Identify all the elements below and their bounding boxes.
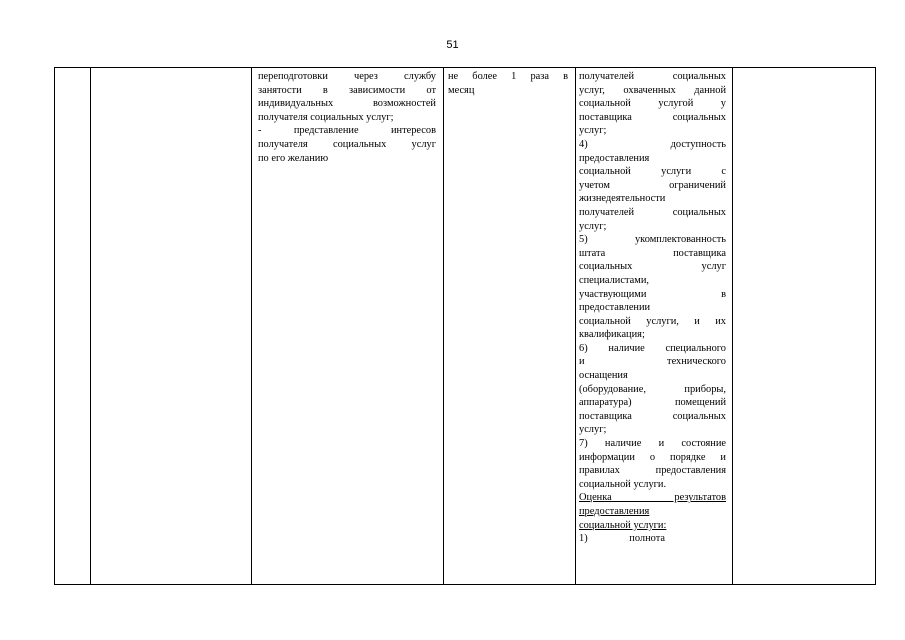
text-line: участвующими в bbox=[579, 288, 726, 300]
quality-indicators-cell bbox=[579, 70, 726, 546]
text-line: 5) укомплектованность bbox=[579, 234, 726, 246]
column-divider bbox=[90, 68, 91, 584]
text-line: получателя социальных услуг bbox=[258, 138, 436, 150]
services-table bbox=[54, 67, 876, 585]
page-number: 51 bbox=[446, 39, 459, 51]
text-line: социальной услугой у bbox=[579, 98, 726, 110]
text-line: не более 1 раза в bbox=[448, 71, 568, 82]
section-heading-line: Оценка результатов bbox=[579, 492, 726, 504]
text-line: социальной услуги. bbox=[579, 478, 667, 490]
text-line: услуг, охваченных данной bbox=[579, 84, 726, 96]
text-line: штата поставщика bbox=[579, 247, 726, 259]
text-line: переподготовки через службу bbox=[258, 71, 436, 82]
text-line: информации о порядке и bbox=[579, 451, 726, 463]
column-divider bbox=[732, 68, 733, 584]
service-description-cell bbox=[258, 70, 436, 165]
text-line: предоставлении bbox=[579, 302, 651, 314]
text-line: получателей социальных bbox=[579, 71, 726, 82]
text-line: услуг; bbox=[579, 125, 607, 137]
text-line: - представление интересов bbox=[258, 125, 436, 137]
text-line: 4) доступность bbox=[579, 138, 726, 150]
text-line: по его желанию bbox=[258, 152, 329, 164]
text-line: получателей социальных bbox=[579, 206, 726, 218]
text-line: 7) наличие и состояние bbox=[579, 438, 726, 450]
text-line: 1) полнота bbox=[579, 533, 665, 545]
text-line: социальной услуги, и их bbox=[579, 315, 726, 327]
text-line: аппаратура) помещений bbox=[579, 397, 726, 409]
text-line: социальных услуг bbox=[579, 261, 726, 273]
column-divider bbox=[575, 68, 576, 584]
text-line: правилах предоставления bbox=[579, 465, 726, 477]
text-line: предоставления bbox=[579, 152, 650, 164]
text-line: оснащения bbox=[579, 370, 628, 382]
text-line: индивидуальных возможностей bbox=[258, 98, 436, 110]
text-line: получателя социальных услуг; bbox=[258, 111, 394, 123]
text-line: 6) наличие специального bbox=[579, 342, 726, 354]
text-line: занятости в зависимости от bbox=[258, 84, 436, 96]
frequency-cell bbox=[448, 70, 568, 97]
text-line: услуг; bbox=[579, 220, 607, 232]
text-line: жизнедеятельности bbox=[579, 193, 666, 205]
text-line: специалистами, bbox=[579, 274, 649, 286]
text-line: поставщика социальных bbox=[579, 111, 726, 123]
text-line: поставщика социальных bbox=[579, 410, 726, 422]
section-heading-line: социальной услуги: bbox=[579, 519, 667, 531]
text-line: квалификация; bbox=[579, 329, 645, 341]
text-line: месяц bbox=[448, 84, 475, 96]
text-line: учетом ограничений bbox=[579, 179, 726, 191]
column-divider bbox=[443, 68, 444, 584]
section-heading-line: предоставления bbox=[579, 506, 650, 517]
column-divider bbox=[251, 68, 252, 584]
text-line: (оборудование, приборы, bbox=[579, 383, 726, 395]
text-line: и технического bbox=[579, 356, 726, 368]
text-line: услуг; bbox=[579, 424, 607, 436]
text-line: социальной услуги с bbox=[579, 166, 726, 178]
